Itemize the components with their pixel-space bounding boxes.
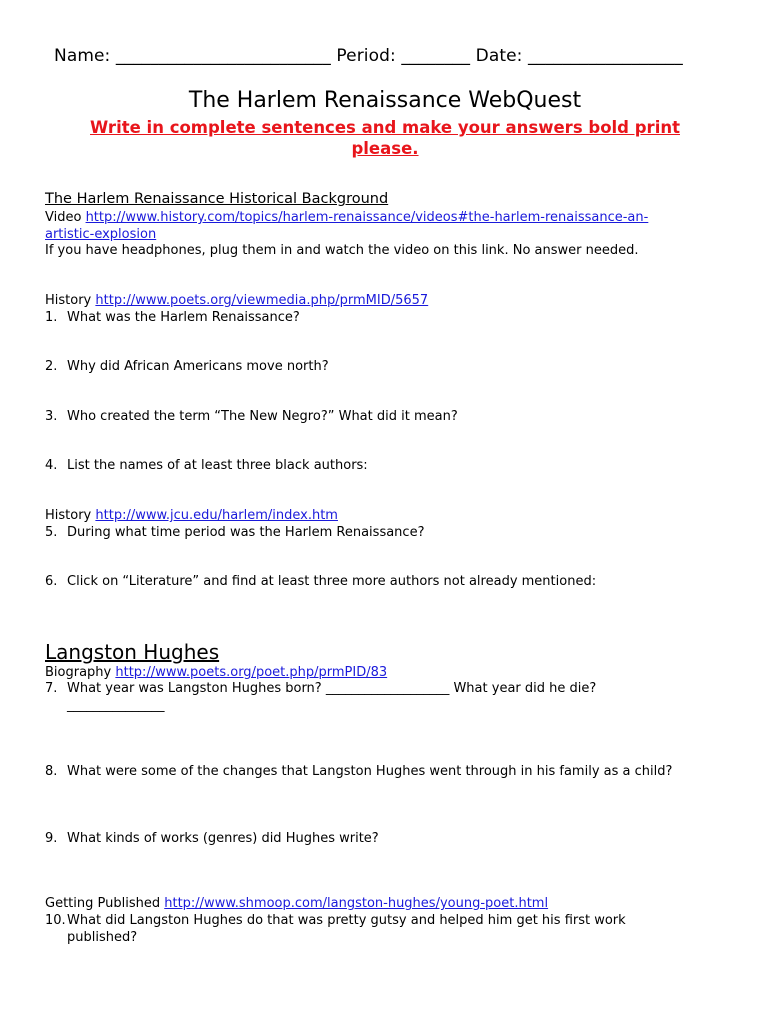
question-text: What was the Harlem Renaissance? [67, 310, 300, 325]
history-link-2[interactable]: http://www.jcu.edu/harlem/index.htm [95, 508, 338, 523]
question-2 [45, 358, 329, 375]
question-number: 3. [45, 409, 58, 424]
question-text: What kinds of works (genres) did Hughes write? [67, 831, 379, 846]
question-4 [45, 457, 368, 474]
question-number: 5. [45, 525, 58, 540]
question-6 [45, 573, 596, 590]
instructions: Write in complete sentences and make your answers bold print please. [90, 118, 680, 158]
question-number: 6. [45, 574, 58, 589]
getting-published-link[interactable]: http://www.shmoop.com/langston-hughes/young-poet.html [164, 896, 549, 911]
page-title: The Harlem Renaissance WebQuest [188, 88, 582, 113]
question-9 [45, 830, 379, 847]
question-5 [45, 524, 424, 541]
background-heading: The Harlem Renaissance Historical Background [45, 191, 389, 207]
history-source-2 [45, 507, 338, 524]
question-10 [45, 912, 626, 929]
video-link-continued [45, 226, 156, 243]
question-3 [45, 408, 458, 425]
video-link[interactable]: http://www.history.com/topics/harlem-renaissance/videos#the-harlem-renaissance-an- [85, 210, 649, 225]
history-link-1[interactable]: http://www.poets.org/viewmedia.php/prmMID/5657 [95, 293, 429, 308]
question-number: 2. [45, 359, 58, 374]
question-text: During what time period was the Harlem Renaissance? [67, 525, 425, 540]
getting-published-label: Getting Published [45, 896, 165, 911]
video-label: Video [45, 210, 86, 225]
question-number: 1. [45, 310, 58, 325]
video-link-part2[interactable]: artistic-explosion [45, 227, 157, 242]
question-text: What did Langston Hughes do that was pretty gutsy and helped him get his first work [67, 913, 626, 928]
history-label: History [45, 508, 96, 523]
langston-heading: Langston Hughes [45, 640, 220, 664]
question-number: 9. [45, 831, 58, 846]
biography-label: Biography [45, 665, 116, 680]
getting-published-source [45, 895, 548, 912]
question-7-blank[interactable]: _______________ [67, 698, 165, 713]
video-line [45, 209, 648, 226]
biography-link[interactable]: http://www.poets.org/poet.php/prmPID/83 [115, 665, 388, 680]
question-number: 10. [45, 913, 66, 928]
history-source-1 [45, 292, 428, 309]
question-1 [45, 309, 300, 326]
question-number: 4. [45, 458, 58, 473]
question-text: What year was Langston Hughes born? ___________________ What year did he die? [67, 681, 597, 696]
question-text: Who created the term “The New Negro?” What did it mean? [67, 409, 458, 424]
question-8 [45, 763, 672, 780]
question-text: List the names of at least three black authors: [67, 458, 368, 473]
student-info-line[interactable]: Name: _________________________ Period: ________ Date: __________________ [54, 46, 683, 66]
question-text: Why did African Americans move north? [67, 359, 329, 374]
video-note: If you have headphones, plug them in and watch the video on this link. No answer needed. [45, 243, 639, 258]
question-number: 8. [45, 764, 58, 779]
history-label: History [45, 293, 96, 308]
biography-source [45, 664, 387, 681]
question-10-continued: published? [67, 930, 138, 945]
question-7 [45, 680, 596, 697]
question-number: 7. [45, 681, 58, 696]
question-text: What were some of the changes that Langston Hughes went through in his family as a child? [67, 764, 673, 779]
question-text: Click on “Literature” and find at least three more authors not already mentioned: [67, 574, 597, 589]
